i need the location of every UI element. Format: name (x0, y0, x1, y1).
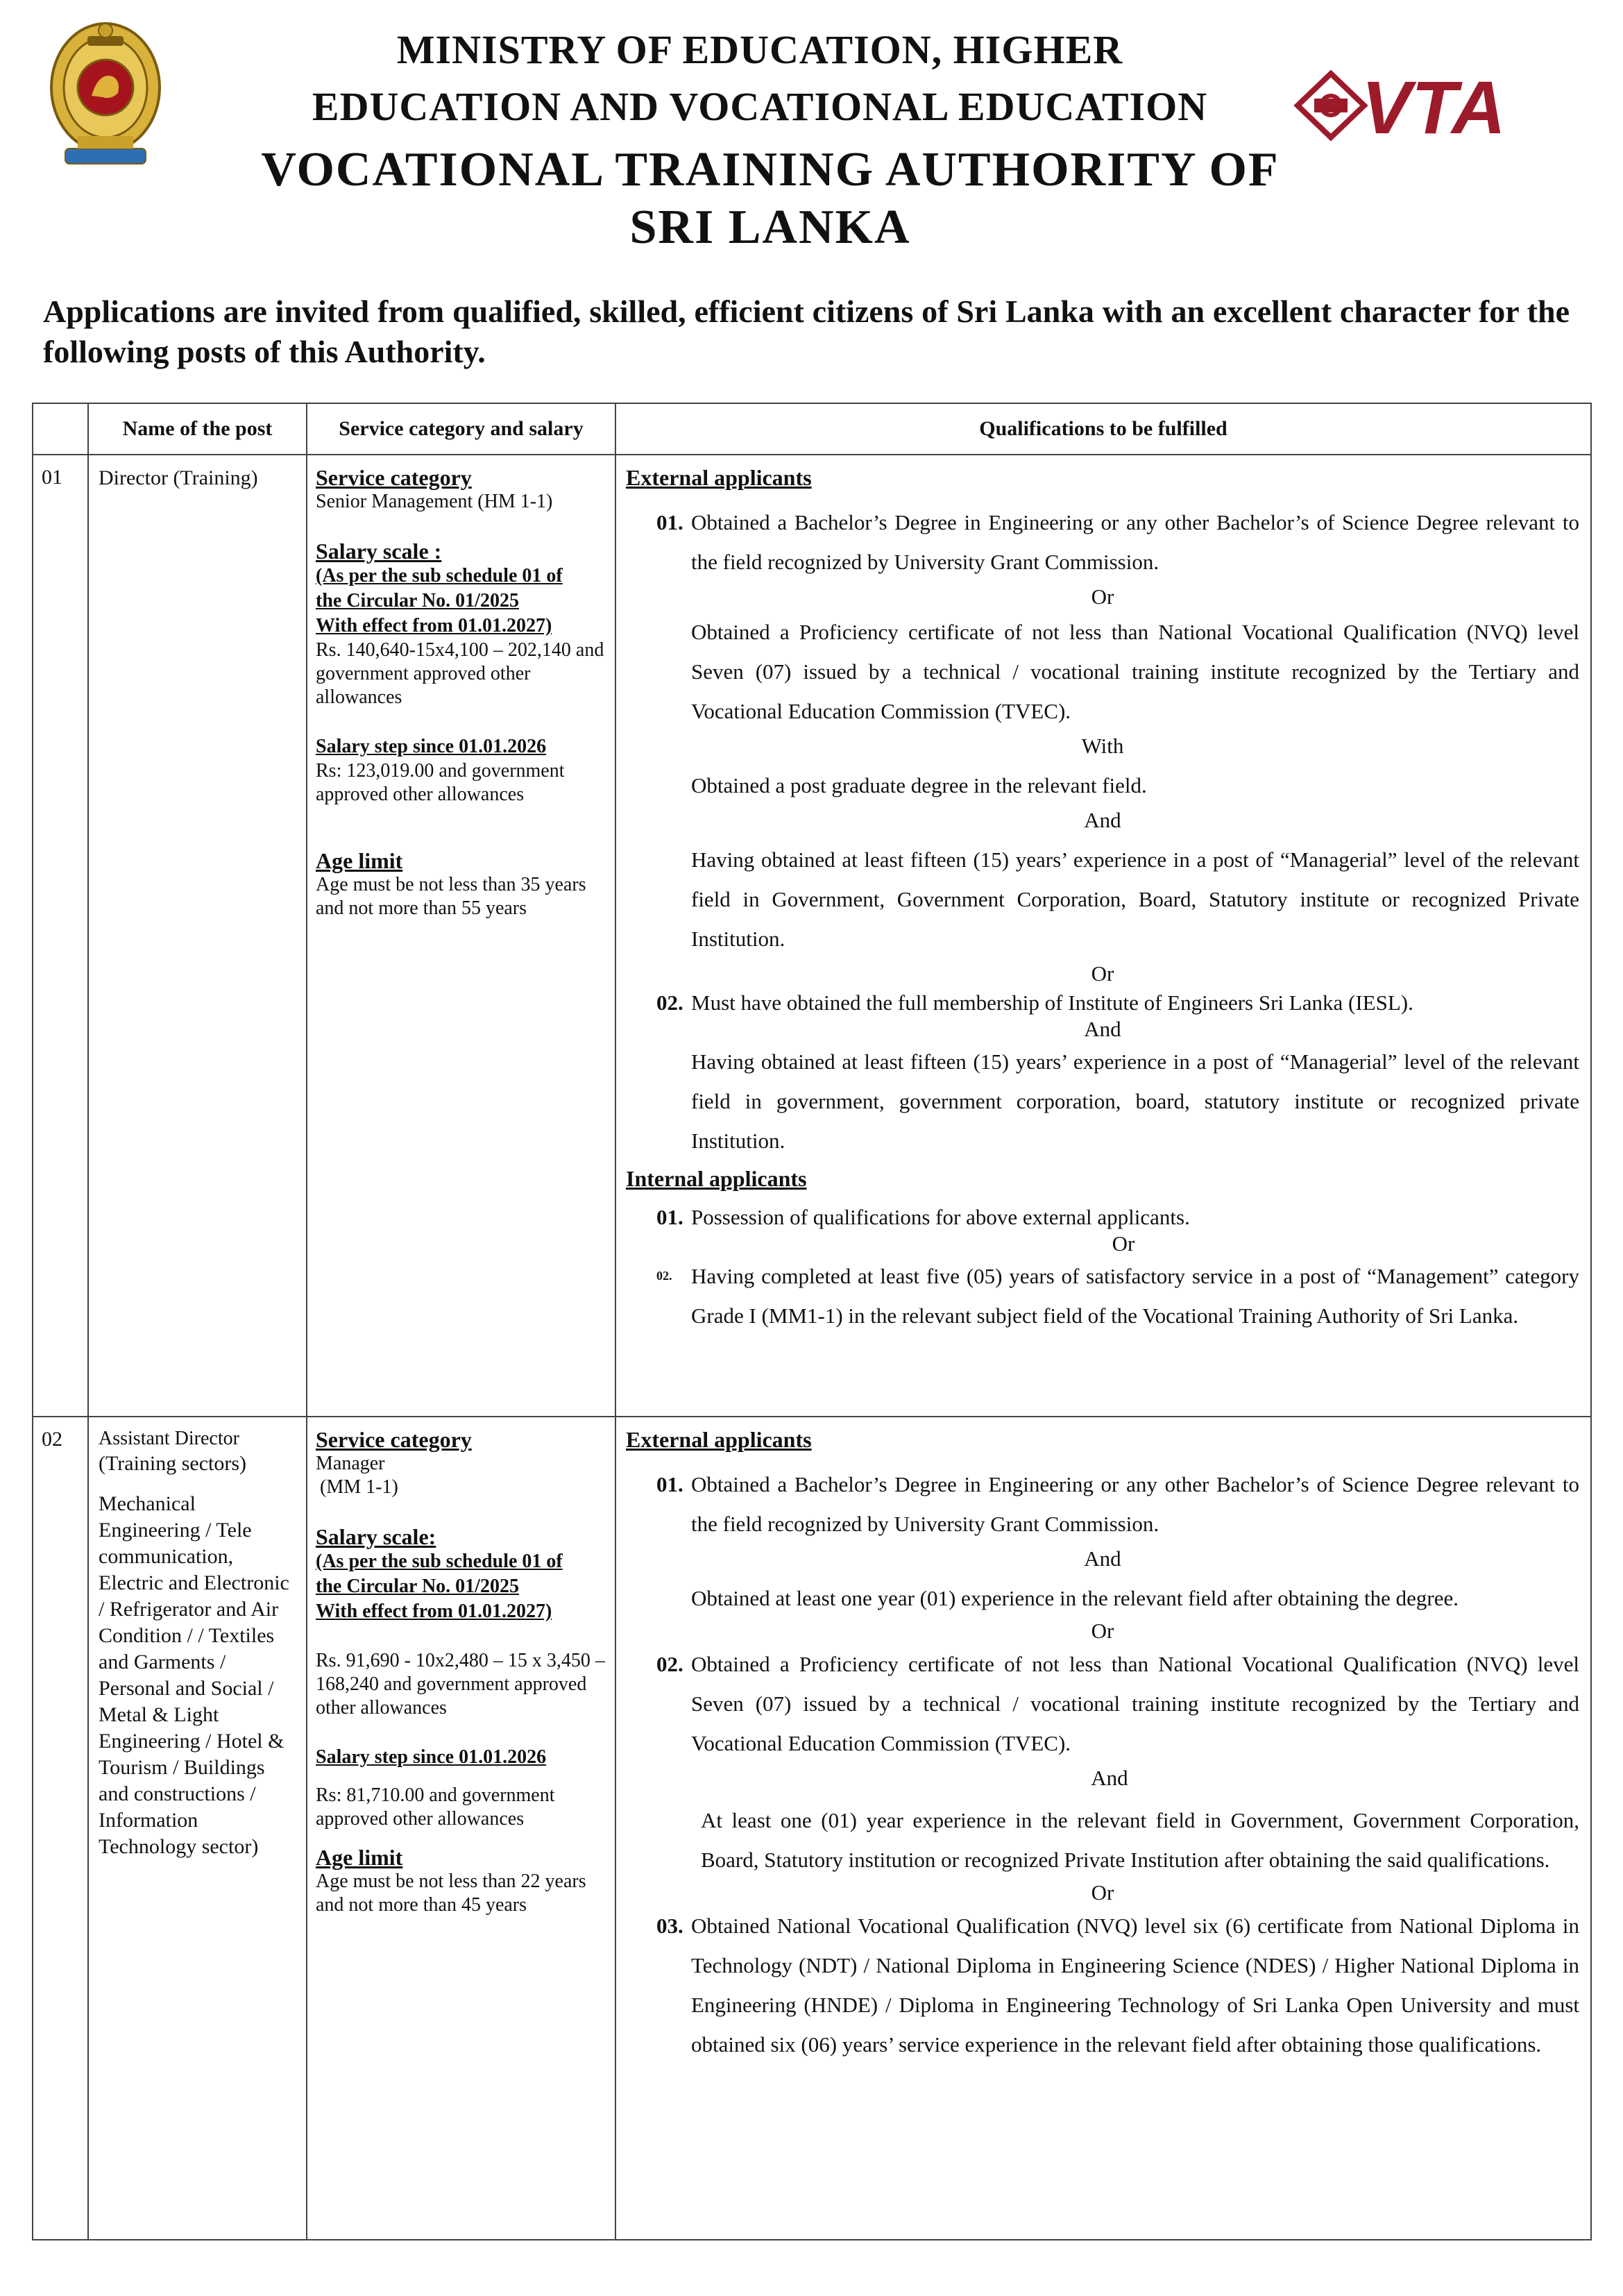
circular-line3: With effect from 01.01.2027) (316, 615, 552, 636)
qualification-text: Obtained at least one year (01) experience in the relevant field after obtaining the degree. (691, 1586, 1459, 1610)
ministry-title-line1: MINISTRY OF EDUCATION, HIGHER (396, 27, 1123, 72)
post-name-sub: (Training sectors) (99, 1452, 247, 1475)
service-category-heading: Service category (316, 1427, 472, 1452)
circular-line3: With effect from 01.01.2027) (316, 1601, 552, 1622)
conjunction: Or (1091, 1619, 1114, 1643)
circular-line1: (As per the sub schedule 01 of (316, 565, 563, 586)
post-name-cell (88, 1417, 307, 2240)
list-item: 01. Obtained a Bachelor’s Degree in Engineering or any other Bachelor’s of Science Degree relevant to the field recognized by University Grant Commission. (656, 1472, 1579, 1536)
post-name-cell (88, 455, 307, 1417)
conjunction: And (1091, 1766, 1128, 1790)
age-limit-value: Age must be not less than 35 years and not more than 55 years (316, 874, 586, 919)
authority-title-line1: VOCATIONAL TRAINING AUTHORITY OF (261, 143, 1280, 196)
training-sectors: Mechanical Engineering / Tele communication, Electric and Electronic / Refrigerator and Air Condition / / Textiles and Garments / Personal and Social / Metal & Light Engineering / Hotel & Tourism / Buildings and constructions / Information Technology sector) (99, 1492, 289, 1858)
qualifications-cell (615, 455, 1591, 1417)
table-row (33, 1417, 1591, 2240)
ministry-title-line2: EDUCATION AND VOCATIONAL EDUCATION (312, 84, 1208, 129)
header-qualifications: Qualifications to be fulfilled (615, 403, 1591, 455)
external-applicants-heading: External applicants (626, 1427, 812, 1452)
list-item: 02. Obtained a Proficiency certificate of not less than National Vocational Qualification (NVQ) level Seven (07) issued by a technical / vocational training institute recognized by the Tertiary and Vocational Education Commission (TVEC). (656, 1652, 1579, 1755)
sri-lanka-emblem-icon (46, 18, 165, 172)
circular-line2: the Circular No. 01/2025 (316, 590, 519, 611)
qualification-text: Obtained a Proficiency certificate of not less than National Vocational Qualification (NVQ) level Seven (07) issued by a technical / vocational training institute recognized by the Tertiary and Vocational Education Commission (TVEC). (691, 620, 1579, 723)
salary-scale-heading: Salary scale : (316, 539, 442, 564)
service-category-value: Senior Management (HM 1-1) (316, 491, 553, 512)
service-category-heading: Service category (316, 465, 472, 490)
authority-title-line2: SRI LANKA (629, 201, 911, 254)
external-applicants-heading: External applicants (626, 465, 812, 490)
salary-step-heading: Salary step since 01.01.2026 (316, 736, 547, 757)
salary-scale-heading: Salary scale: (316, 1524, 436, 1549)
qualification-text: Having obtained at least fifteen (15) years’ experience in a post of “Managerial” level of the relevant field in government, government corporation, board, statutory institute or recognized private Institution. (691, 1049, 1579, 1153)
list-item: 02. Must have obtained the full membership of Institute of Engineers Sri Lanka (IESL). (656, 990, 1413, 1015)
conjunction: Or (1091, 584, 1114, 609)
conjunction: With (1081, 734, 1124, 758)
age-limit-heading: Age limit (316, 1845, 403, 1870)
qualification-text: Obtained a post graduate degree in the relevant field. (691, 773, 1147, 797)
circular-line2: the Circular No. 01/2025 (316, 1576, 519, 1597)
header-no (33, 403, 88, 455)
letterhead (0, 0, 1623, 264)
conjunction: And (1084, 808, 1121, 832)
conjunction: And (1084, 1017, 1121, 1041)
qualifications-cell (615, 1417, 1591, 2240)
salary-step-value: Rs: 81,710.00 and government approved other allowances (316, 1784, 555, 1830)
service-category-value: Manager (316, 1453, 385, 1474)
header-service-category: Service category and salary (307, 403, 615, 455)
post-name: Director (Training) (99, 466, 258, 489)
internal-applicants-heading: Internal applicants (626, 1166, 807, 1191)
row-number: 01 (33, 455, 88, 1417)
table-row (33, 455, 1591, 1417)
conjunction: Or (1091, 961, 1114, 986)
intro-paragraph: Applications are invited from qualified, skilled, efficient citizens of Sri Lanka with an excellent character for the following posts of this Authority. (43, 294, 1570, 369)
service-cell (307, 1417, 615, 2240)
salary-scale-value: Rs. 91,690 - 10x2,480 – 15 x 3,450 – 168,240 and government approved other allowances (316, 1650, 605, 1719)
circular-line1: (As per the sub schedule 01 of (316, 1551, 563, 1572)
list-item: 02. Having completed at least five (05) years of satisfactory service in a post of “Management” category Grade I (MM1-1) in the relevant subject field of the Vocational Training Authority of Sri Lanka. (656, 1264, 1579, 1328)
conjunction: Or (1091, 1880, 1114, 1905)
posts-table (32, 403, 1592, 2240)
row-number: 02 (33, 1417, 88, 2240)
age-limit-value: Age must be not less than 22 years and not more than 45 years (316, 1871, 586, 1916)
svg-text:VTA: VTA (1361, 67, 1506, 144)
qualification-text: At least one (01) year experience in the relevant field in Government, Government Corporation, Board, Statutory institution or recognized Private Institution after obtaining the said qualifications. (701, 1808, 1579, 1872)
conjunction: Or (1112, 1231, 1135, 1256)
list-item: 01. Possession of qualifications for above external applicants. (656, 1205, 1190, 1229)
vta-logo-icon (1292, 67, 1542, 144)
qualification-text: Having obtained at least fifteen (15) years’ experience in a post of “Managerial” level of the relevant field in Government, Government Corporation, Board, Statutory institute or recognized Private Institution. (691, 847, 1579, 951)
salary-scale-value: Rs. 140,640-15x4,100 – 202,140 and government approved other allowances (316, 639, 604, 708)
service-category-grade: (MM 1-1) (320, 1476, 398, 1498)
service-cell (307, 455, 615, 1417)
salary-step-heading: Salary step since 01.01.2026 (316, 1746, 547, 1768)
age-limit-heading: Age limit (316, 848, 403, 873)
salary-step-value: Rs: 123,019.00 and government approved other allowances (316, 760, 565, 805)
header-name-of-post: Name of the post (88, 403, 307, 455)
post-name: Assistant Director (99, 1428, 239, 1449)
table-header-row (33, 403, 1591, 455)
conjunction: And (1084, 1546, 1121, 1571)
list-item: 03. Obtained National Vocational Qualification (NVQ) level six (6) certificate from National Diploma in Technology (NDT) / National Diploma in Engineering Science (NDES) / Higher National Diploma in Engineering (HNDE) / Diploma in Engineering Technology of Sri Lanka Open University and must obtained six (06) years’ service experience in the relevant field after obtaining those qualifications. (656, 1914, 1579, 2057)
list-item: 01. Obtained a Bachelor’s Degree in Engineering or any other Bachelor’s of Science Degree relevant to the field recognized by University Grant Commission. (656, 510, 1579, 574)
